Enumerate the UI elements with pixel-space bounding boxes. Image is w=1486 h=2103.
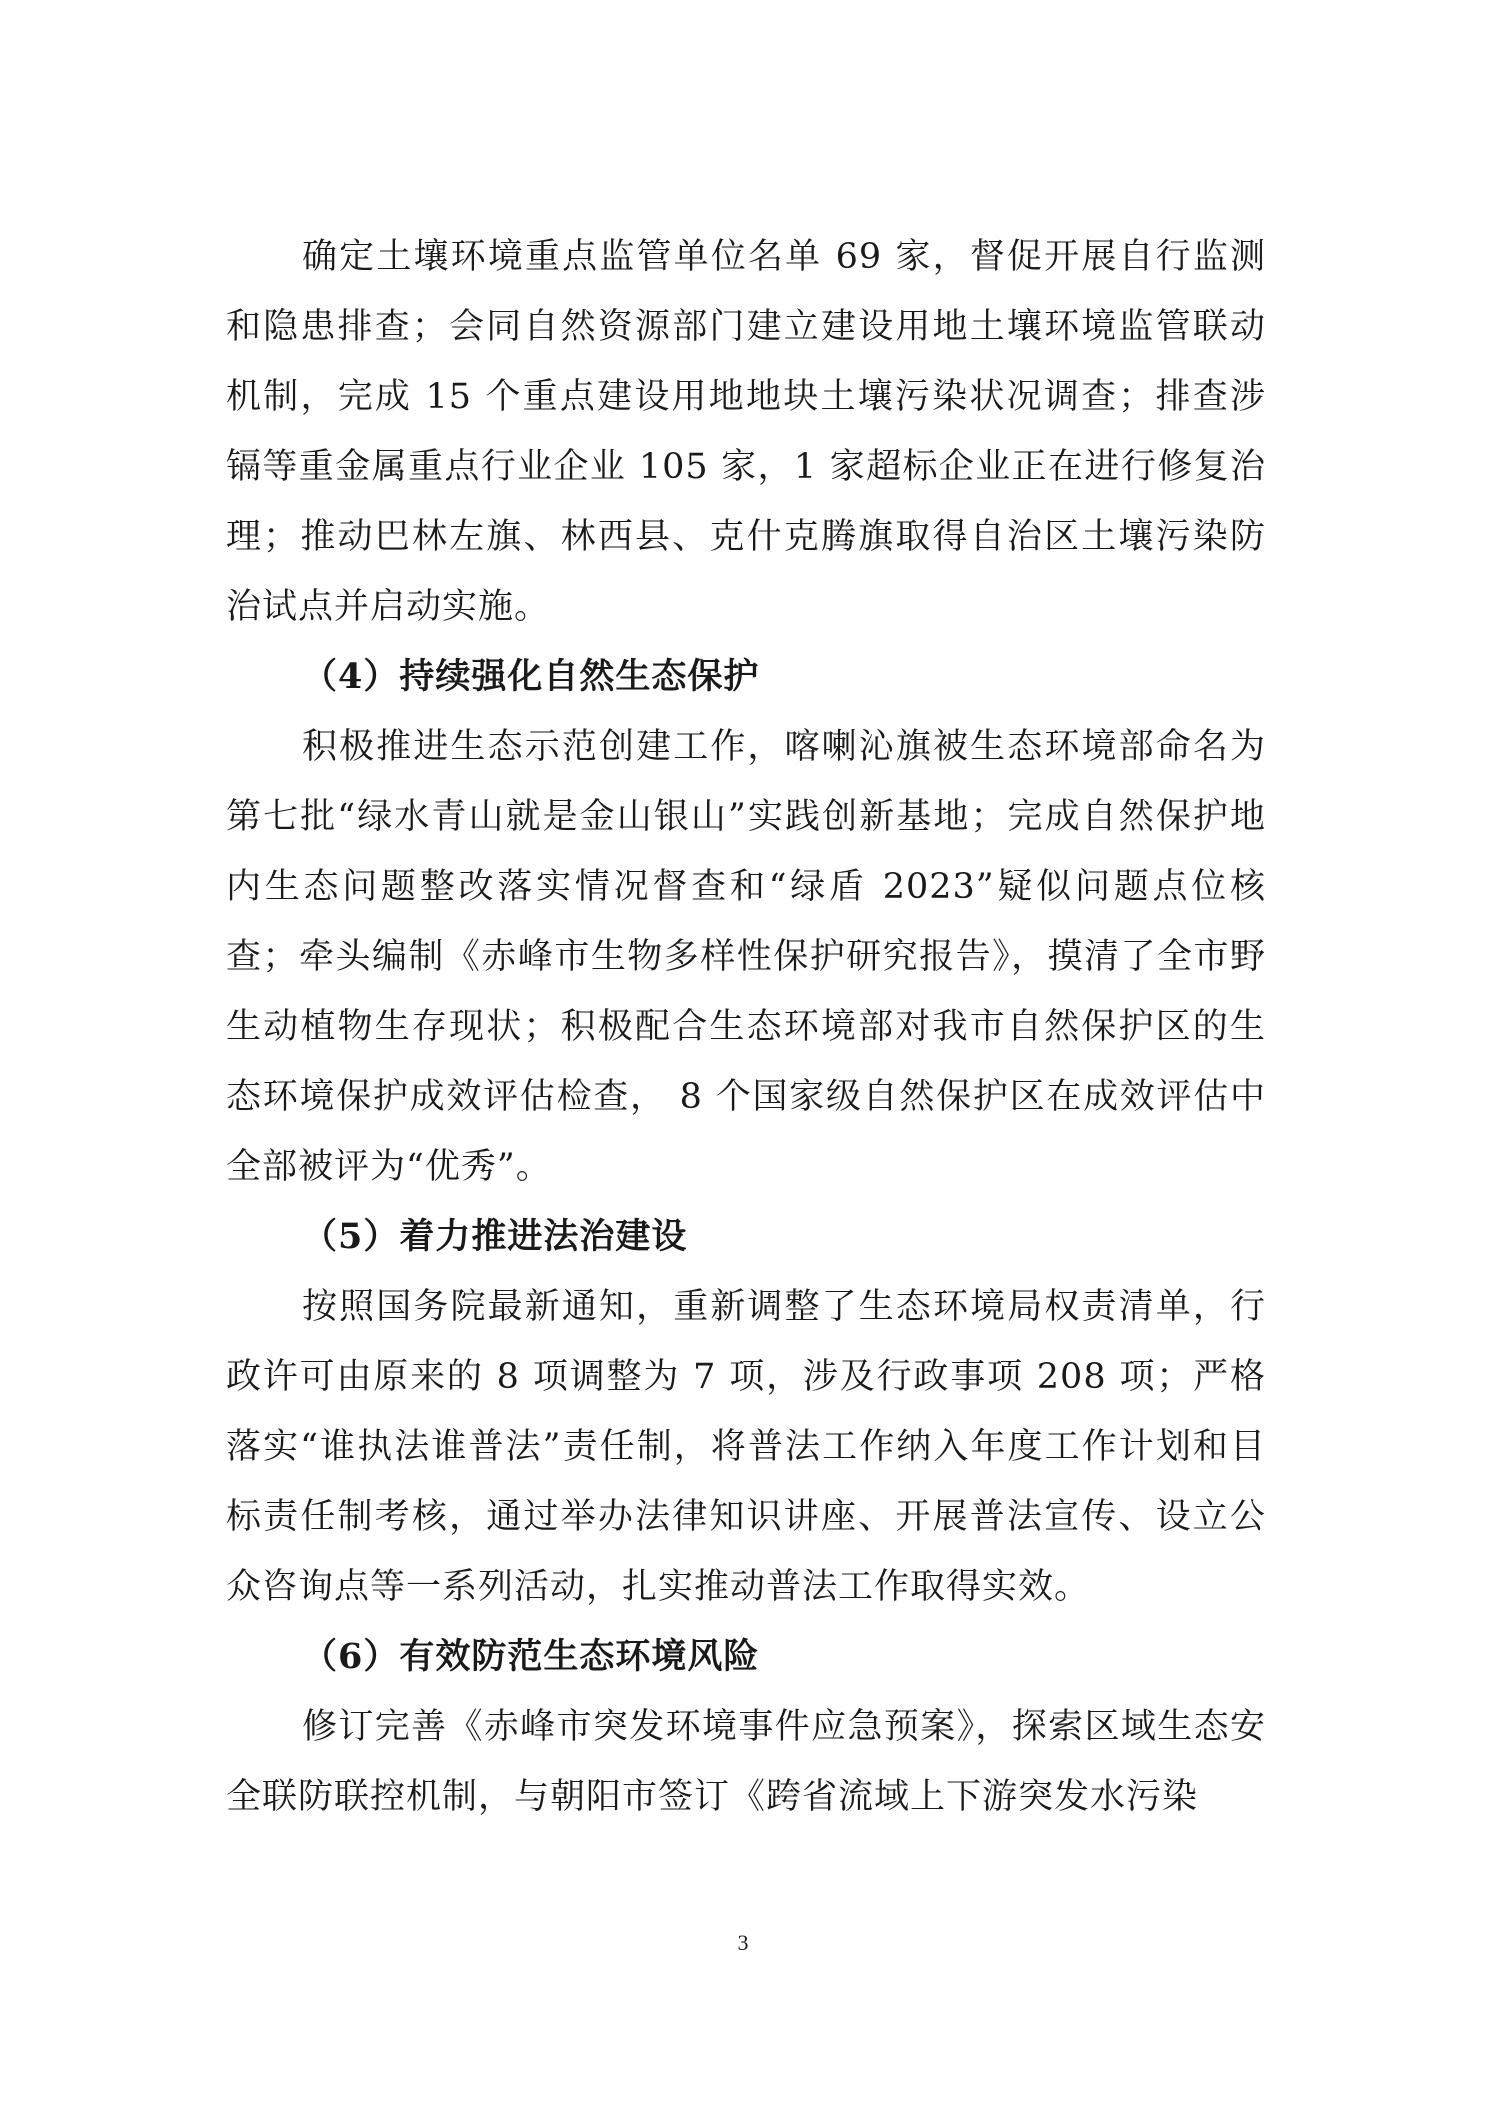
section-heading-rule-of-law: （5）着力推进法治建设: [302, 1216, 688, 1257]
paragraph-ecology-protection: 积极推进生态示范创建工作，喀喇沁旗被生态环境部命名为第七批“绿水青山就是金山银山”实践创新基地；完成自然保护地内生态问题整改落实情况督查和“绿盾 2023”疑似问题点位核查；牵头编制《赤峰市生物多样性保护研究报告》，摸清了全市野生动植物生存现状；积极配合生态环境部对我市自然保护区的生态环境保护成效评估检查， 8 个国家级自然保护区在成效评估中全部被评为“优秀”。: [226, 727, 1266, 1187]
paragraph-rule-of-law: 按照国务院最新通知，重新调整了生态环境局权责清单，行政许可由原来的 8 项调整为 7 项，涉及行政事项 208 项；严格落实“谁执法谁普法”责任制，将普法工作纳入年度工作计划和目标责任制考核，通过举办法律知识讲座、开展普法宣传、设立公众咨询点等一系列活动，扎实推动普法工作取得实效。: [226, 1287, 1266, 1607]
paragraph-risk-prevention: 修订完善《赤峰市突发环境事件应急预案》，探索区域生态安全联防联控机制，与朝阳市签订《跨省流域上下游突发水污染: [226, 1707, 1266, 1817]
section-heading-ecology: （4）持续强化自然生态保护: [302, 656, 760, 697]
document-body: [226, 222, 1266, 1832]
page-number: 3: [737, 1930, 749, 1955]
paragraph-soil-monitoring: 确定土壤环境重点监管单位名单 69 家，督促开展自行监测和隐患排查；会同自然资源部门建立建设用地土壤环境监管联动机制，完成 15 个重点建设用地地块土壤污染状况调查；排查涉镉等重金属重点行业企业 105 家，1 家超标企业正在进行修复治理；推动巴林左旗、林西县、克什克腾旗取得自治区土壤污染防治试点并启动实施。: [226, 237, 1266, 627]
section-heading-risk: （6）有效防范生态环境风险: [302, 1636, 760, 1677]
